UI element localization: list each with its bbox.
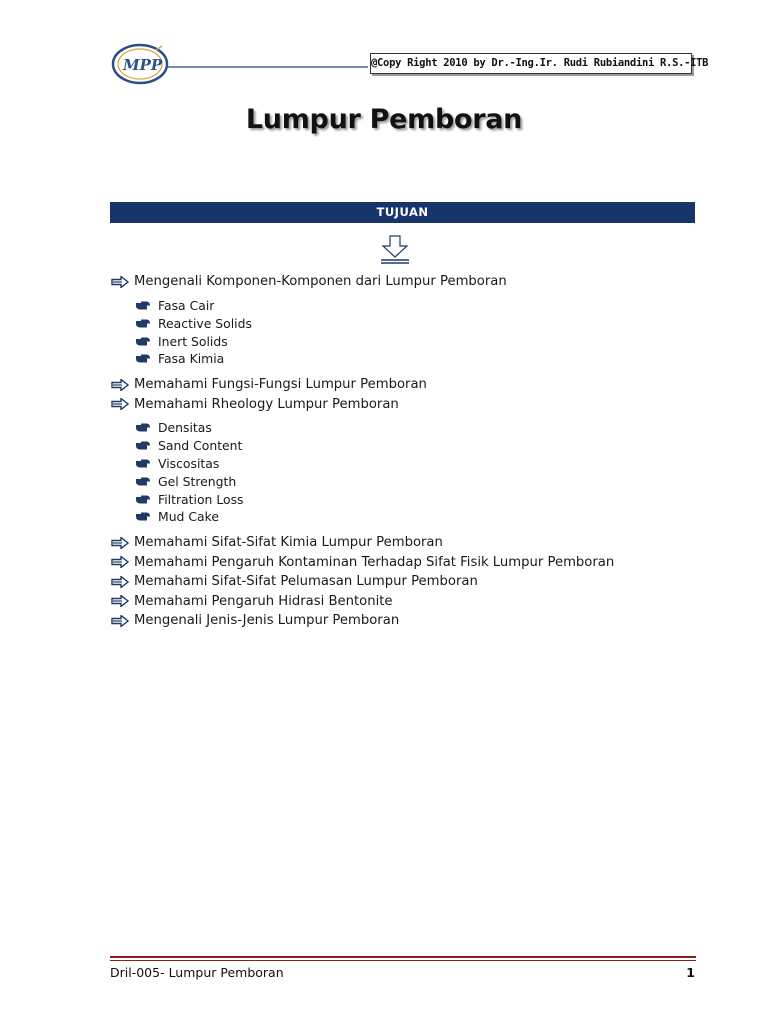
sub-item-text: Fasa Cair [158,297,215,313]
hand-pointer-icon [135,337,151,346]
sub-item [111,419,711,437]
sub-item-text: Gel Strength [158,473,237,489]
sub-item-text: Reactive Solids [158,315,252,331]
right-arrow-icon [111,537,129,549]
hand-pointer-icon [135,512,151,521]
objective-text: Memahami Sifat-Sifat Pelumasan Lumpur Pemboran [134,574,478,590]
sub-item-text: Densitas [158,420,212,436]
mpp-logo [110,42,174,86]
objective-item [111,572,711,592]
down-arrow-icon [379,235,411,265]
copyright-box: @Copy Right 2010 by Dr.-Ing.Ir. Rudi Rubiandini R.S.-ITB [370,53,692,74]
objective-item [111,533,711,553]
sub-item-text: Sand Content [158,438,243,454]
right-arrow-icon [111,556,129,568]
right-arrow-icon [111,576,129,588]
sub-item-text: Mud Cake [158,509,219,525]
footer-doc-label: Dril-005- Lumpur Pemboran [110,965,284,980]
sub-item [111,455,711,473]
right-arrow-icon [111,379,129,391]
objective-text: Memahami Rheology Lumpur Pemboran [134,396,399,412]
objective-text: Memahami Fungsi-Fungsi Lumpur Pemboran [134,377,427,393]
right-arrow-icon [111,595,129,607]
sub-item [111,490,711,508]
hand-pointer-icon [135,354,151,363]
hand-pointer-icon [135,319,151,328]
hand-pointer-icon [135,477,151,486]
hand-pointer-icon [135,441,151,450]
hand-pointer-icon [135,459,151,468]
sub-item-text: Inert Solids [158,333,228,349]
logo-text: MPP [123,56,163,74]
objective-text: Memahami Pengaruh Hidrasi Bentonite [134,593,393,609]
objective-item [111,611,711,631]
sub-item [111,437,711,455]
objective-text: Memahami Sifat-Sifat Kimia Lumpur Pemboran [134,535,443,551]
section-heading: TUJUAN [110,202,695,223]
page-number: 1 [686,965,695,980]
objective-item [111,394,711,414]
right-arrow-icon [111,398,129,410]
sub-item [111,508,711,526]
sub-item [111,332,711,350]
hand-pointer-icon [135,423,151,432]
sub-item-text: Viscositas [158,455,220,471]
footer-rule [110,956,696,958]
footer-rule-thin [110,960,696,961]
header-rule [168,66,368,68]
objectives-list [111,272,711,631]
page-title: Lumpur Pemboran [245,104,523,135]
objective-text: Memahami Pengaruh Kontaminan Terhadap Sifat Fisik Lumpur Pemboran [134,554,615,570]
objective-text: Mengenali Jenis-Jenis Lumpur Pemboran [134,613,400,629]
objective-item [111,552,711,572]
sub-item [111,297,711,315]
hand-pointer-icon [135,495,151,504]
right-arrow-icon [111,276,129,288]
objective-item [111,272,711,292]
sub-item [111,350,711,368]
sub-item [111,314,711,332]
sub-item-text: Fasa Kimia [158,351,225,367]
sub-item [111,472,711,490]
hand-pointer-icon [135,301,151,310]
objective-item [111,592,711,612]
right-arrow-icon [111,615,129,627]
sub-item-text: Filtration Loss [158,491,244,507]
objective-item [111,375,711,395]
objective-text: Mengenali Komponen-Komponen dari Lumpur Pemboran [134,274,507,290]
